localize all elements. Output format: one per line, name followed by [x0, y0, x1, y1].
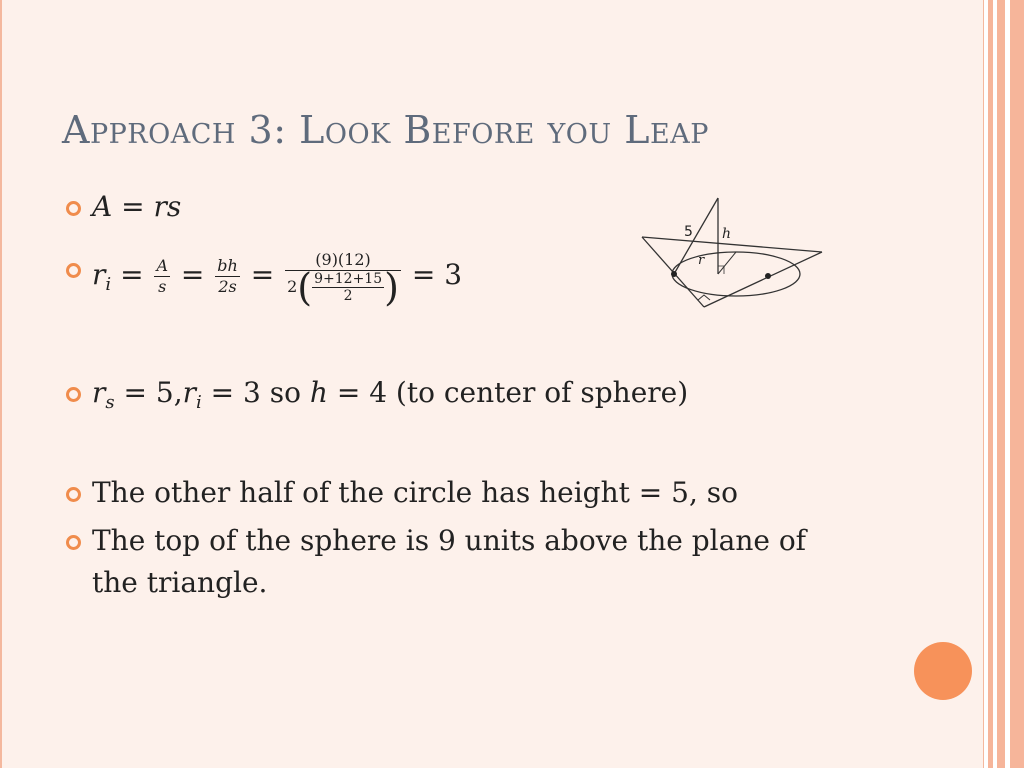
var-r: r	[92, 258, 106, 291]
equals: =	[180, 258, 205, 291]
var-r: r	[92, 376, 106, 409]
bullet-formula-ri	[92, 240, 462, 310]
radius-line	[718, 252, 736, 274]
tangent-point	[765, 273, 771, 279]
text-part: so	[260, 376, 310, 409]
triangle-edge	[642, 237, 822, 252]
subscript-s: s	[105, 392, 115, 413]
den-prefix: 2	[287, 276, 298, 296]
decor-stripe	[988, 0, 993, 768]
numerator: bh	[217, 256, 238, 275]
bullet-text-continued: the triangle.	[92, 566, 268, 599]
numerator: (9)(12)	[285, 250, 401, 271]
inner-denominator: 2	[343, 287, 353, 304]
equals: =	[250, 258, 275, 291]
numerator: A	[156, 256, 168, 275]
bullet-text: The top of the sphere is 9 units above the plane of	[92, 524, 807, 557]
decor-stripe	[997, 0, 1005, 768]
text-part: (to center of sphere)	[387, 376, 689, 409]
result: = 3	[411, 258, 463, 291]
subscript-i: i	[105, 274, 112, 295]
decorative-circle	[914, 642, 972, 700]
denominator: 2s	[218, 277, 237, 296]
denominator: 2( $\frac{9+12+15}{2}$ )	[287, 265, 399, 309]
label-r: r	[698, 253, 705, 268]
triangle-edge	[704, 252, 822, 307]
sphere-cross-section	[672, 252, 800, 296]
bullet-icon	[66, 387, 81, 402]
slide-title: Approach 3: Look Before you Leap	[62, 108, 709, 152]
text-part: = 3	[201, 376, 261, 409]
inner-fraction	[312, 271, 384, 304]
label-h: h	[722, 226, 732, 242]
right-angle-mark	[698, 295, 710, 300]
slant-line	[674, 198, 718, 274]
tangent-point	[671, 271, 677, 277]
bullet-icon	[66, 535, 81, 550]
equals: =	[120, 258, 144, 291]
denominator: s	[158, 277, 167, 296]
text-part: = 5,	[114, 376, 183, 409]
bullet-icon	[66, 263, 81, 278]
var-h: h	[309, 376, 328, 409]
bullet-icon	[66, 201, 81, 216]
bullet-formula-rs	[92, 373, 688, 423]
triangle-sphere-diagram	[636, 192, 831, 312]
text-part: = 4	[327, 376, 388, 409]
var-r: r	[182, 376, 197, 409]
bullet-icon	[66, 487, 81, 502]
decor-stripe	[1010, 0, 1024, 768]
label-5: 5	[684, 224, 693, 240]
inner-numerator: 9+12+15	[314, 270, 383, 287]
fraction-bh-over-2s	[215, 256, 240, 297]
fraction-numeric	[285, 249, 401, 309]
bullet-text: The other half of the circle has height = 5, so	[92, 476, 738, 509]
subscript-i: i	[196, 392, 202, 413]
bullet-text: A = rs	[92, 190, 182, 223]
fraction-a-over-s	[154, 256, 170, 297]
